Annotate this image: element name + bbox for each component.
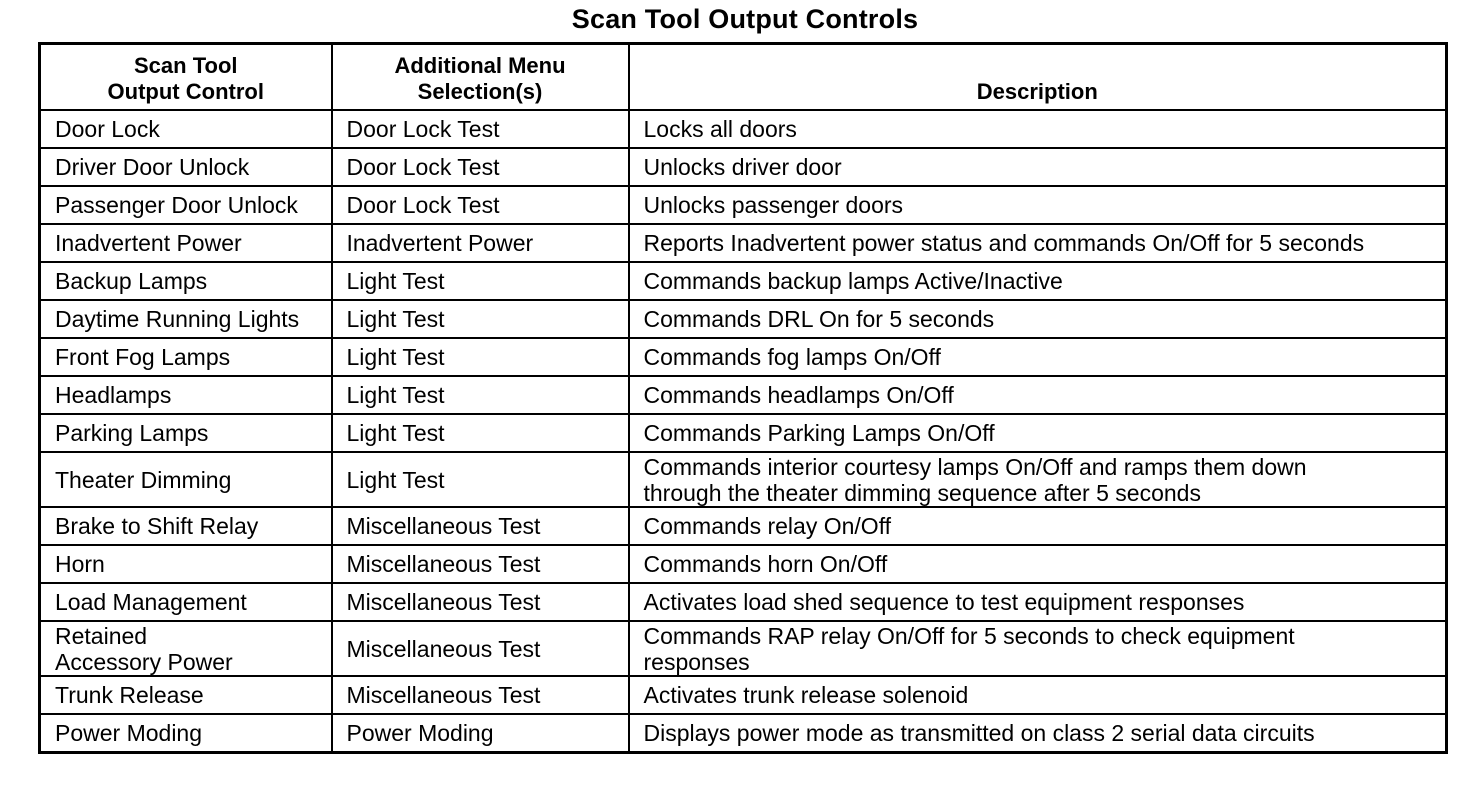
cell-menu-selection: Miscellaneous Test [332, 545, 629, 583]
cell-description: Commands backup lamps Active/Inactive [629, 262, 1447, 300]
cell-menu-selection: Light Test [332, 376, 629, 414]
page-title: Scan Tool Output Controls [571, 4, 919, 34]
cell-description: Activates load shed sequence to test equipment responses [629, 583, 1447, 621]
cell-menu-selection: Miscellaneous Test [332, 583, 629, 621]
cell-description: Commands fog lamps On/Off [629, 338, 1447, 376]
cell-output-control: Headlamps [40, 376, 332, 414]
table-row [40, 621, 1447, 676]
cell-description: Commands horn On/Off [629, 545, 1447, 583]
cell-menu-selection: Light Test [332, 452, 629, 507]
cell-output-control: Backup Lamps [40, 262, 332, 300]
cell-output-control: Trunk Release [40, 676, 332, 714]
cell-menu-selection: Light Test [332, 300, 629, 338]
cell-menu-selection: Light Test [332, 414, 629, 452]
table-row [40, 507, 1447, 545]
cell-menu-selection: Power Moding [332, 714, 629, 753]
header-output-control: Scan Tool Output Control [40, 44, 332, 111]
cell-menu-selection: Light Test [332, 262, 629, 300]
table-row [40, 452, 1447, 507]
cell-description: Activates trunk release solenoid [629, 676, 1447, 714]
table-row [40, 224, 1447, 262]
table-row [40, 583, 1447, 621]
table-row [40, 414, 1447, 452]
cell-description: Commands relay On/Off [629, 507, 1447, 545]
cell-description: Commands DRL On for 5 seconds [629, 300, 1447, 338]
table-row [40, 262, 1447, 300]
table-row [40, 376, 1447, 414]
cell-output-control: Passenger Door Unlock [40, 186, 332, 224]
table-row [40, 300, 1447, 338]
cell-output-control: Load Management [40, 583, 332, 621]
cell-output-control: Horn [40, 545, 332, 583]
cell-output-control: Inadvertent Power [40, 224, 332, 262]
cell-description: Displays power mode as transmitted on class 2 serial data circuits [629, 714, 1447, 753]
cell-output-control: Driver Door Unlock [40, 148, 332, 186]
cell-output-control: Parking Lamps [40, 414, 332, 452]
cell-output-control: Power Moding [40, 714, 332, 753]
output-controls-table [38, 42, 1448, 754]
cell-menu-selection: Door Lock Test [332, 186, 629, 224]
cell-description: Unlocks driver door [629, 148, 1447, 186]
table-row [40, 110, 1447, 148]
cell-menu-selection: Door Lock Test [332, 148, 629, 186]
cell-menu-selection: Miscellaneous Test [332, 621, 629, 676]
cell-description: Commands interior courtesy lamps On/Off and ramps them down through the theater dimming sequence after 5 seconds [629, 452, 1447, 507]
cell-output-control: Theater Dimming [40, 452, 332, 507]
cell-description: Unlocks passenger doors [629, 186, 1447, 224]
cell-output-control: Retained Accessory Power [40, 621, 332, 676]
cell-output-control: Door Lock [40, 110, 332, 148]
cell-description: Reports Inadvertent power status and commands On/Off for 5 seconds [629, 224, 1447, 262]
cell-description: Commands RAP relay On/Off for 5 seconds to check equipment responses [629, 621, 1447, 676]
table-row [40, 545, 1447, 583]
cell-menu-selection: Light Test [332, 338, 629, 376]
table-row [40, 676, 1447, 714]
cell-description: Locks all doors [629, 110, 1447, 148]
cell-description: Commands Parking Lamps On/Off [629, 414, 1447, 452]
cell-description: Commands headlamps On/Off [629, 376, 1447, 414]
cell-output-control: Daytime Running Lights [40, 300, 332, 338]
cell-menu-selection: Miscellaneous Test [332, 507, 629, 545]
cell-menu-selection: Miscellaneous Test [332, 676, 629, 714]
table-row [40, 186, 1447, 224]
header-menu-selection: Additional Menu Selection(s) [332, 44, 629, 111]
cell-output-control: Brake to Shift Relay [40, 507, 332, 545]
header-description: Description [629, 44, 1447, 111]
cell-menu-selection: Door Lock Test [332, 110, 629, 148]
table-row [40, 338, 1447, 376]
cell-output-control: Front Fog Lamps [40, 338, 332, 376]
table-row [40, 714, 1447, 753]
table-row [40, 148, 1447, 186]
cell-menu-selection: Inadvertent Power [332, 224, 629, 262]
table-header-row [40, 44, 1447, 111]
